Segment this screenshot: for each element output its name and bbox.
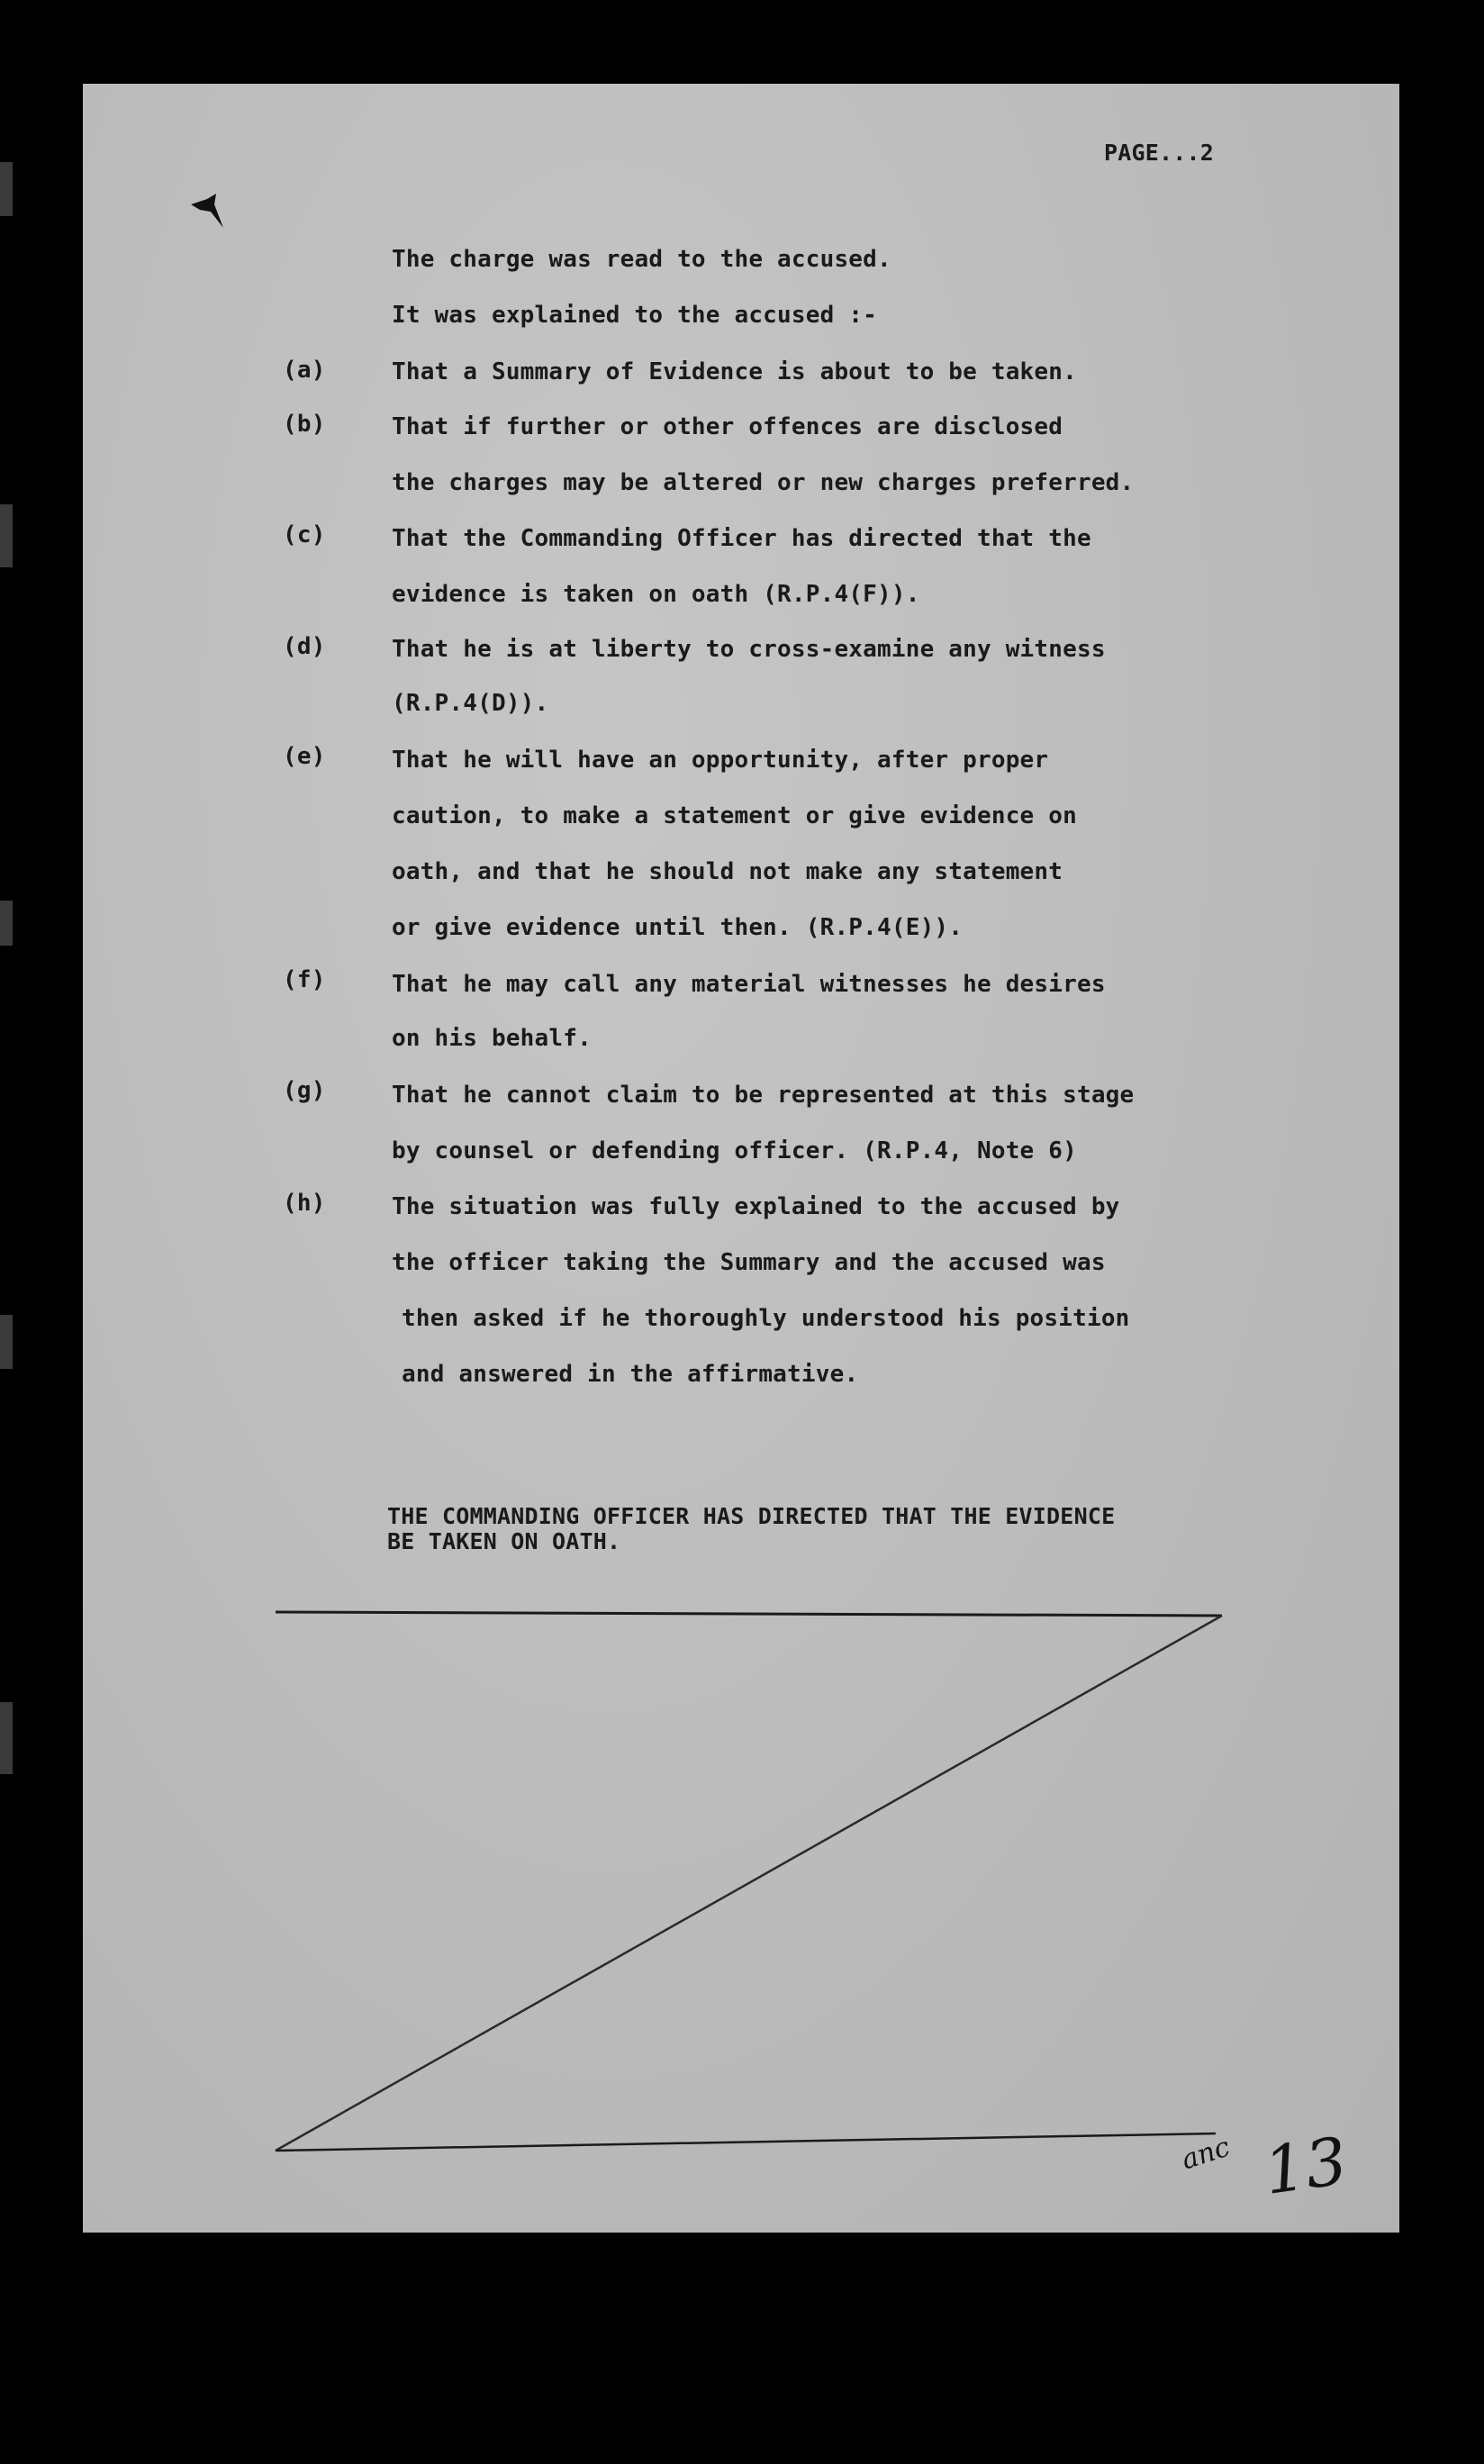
diagonal-line	[276, 1616, 1222, 2151]
item-line: (R.P.4(D)).	[392, 690, 549, 717]
item-line: That he may call any material witnesses he desires	[392, 971, 1106, 998]
directive-line: THE COMMANDING OFFICER HAS DIRECTED THAT THE EVIDENCE	[387, 1503, 1116, 1529]
item-line: or give evidence until then. (R.P.4(E)).	[392, 914, 964, 941]
item-line: That if further or other offences are disclosed	[392, 413, 1063, 440]
item-line: That he cannot claim to be represented at this stage	[392, 1082, 1135, 1109]
item-line: on his behalf.	[392, 1025, 592, 1052]
handwritten-page-number: 13	[1259, 2123, 1353, 2209]
item-label: (g)	[283, 1077, 326, 1104]
directive-line: BE TAKEN ON OATH.	[387, 1528, 621, 1554]
item-line: The situation was fully explained to the accused by	[392, 1193, 1120, 1220]
item-label: (a)	[283, 357, 326, 384]
item-label: (e)	[283, 743, 326, 770]
item-label: (d)	[283, 633, 326, 660]
film-edge-mark	[0, 901, 13, 946]
film-edge-mark	[0, 1315, 13, 1369]
item-line: by counsel or defending officer. (R.P.4, Note 6)	[392, 1137, 1077, 1164]
item-label: (c)	[283, 521, 326, 548]
item-line: That the Commanding Officer has directed that the	[392, 525, 1091, 552]
item-label: (h)	[283, 1190, 326, 1217]
intro-line: It was explained to the accused :-	[392, 302, 878, 329]
handwritten-initials: anc	[1177, 2131, 1235, 2177]
item-line: then asked if he thoroughly understood his position	[402, 1305, 1130, 1332]
cancellation-lines	[83, 84, 1399, 2233]
page-label: PAGE...2	[1104, 140, 1215, 166]
item-line: oath, and that he should not make any statement	[392, 858, 1063, 885]
item-label: (f)	[283, 966, 326, 993]
item-line: and answered in the affirmative.	[402, 1361, 859, 1388]
item-line: That he will have an opportunity, after proper	[392, 747, 1049, 774]
item-line: That he is at liberty to cross-examine any witness	[392, 636, 1106, 663]
film-edge-mark	[0, 504, 13, 567]
paper-page	[83, 84, 1399, 2233]
item-line: the charges may be altered or new charges preferred.	[392, 469, 1135, 496]
intro-line: The charge was read to the accused.	[392, 246, 891, 273]
item-label: (b)	[283, 411, 326, 438]
item-line: evidence is taken on oath (R.P.4(F)).	[392, 581, 920, 608]
film-edge-mark	[0, 1702, 13, 1774]
item-line: caution, to make a statement or give evidence on	[392, 802, 1077, 829]
top-rule-line	[276, 1612, 1222, 1616]
item-line: That a Summary of Evidence is about to be taken.	[392, 358, 1077, 385]
item-line: the officer taking the Summary and the accused was	[392, 1249, 1106, 1276]
film-edge-mark	[0, 162, 13, 216]
bottom-rule-line	[276, 2133, 1216, 2151]
